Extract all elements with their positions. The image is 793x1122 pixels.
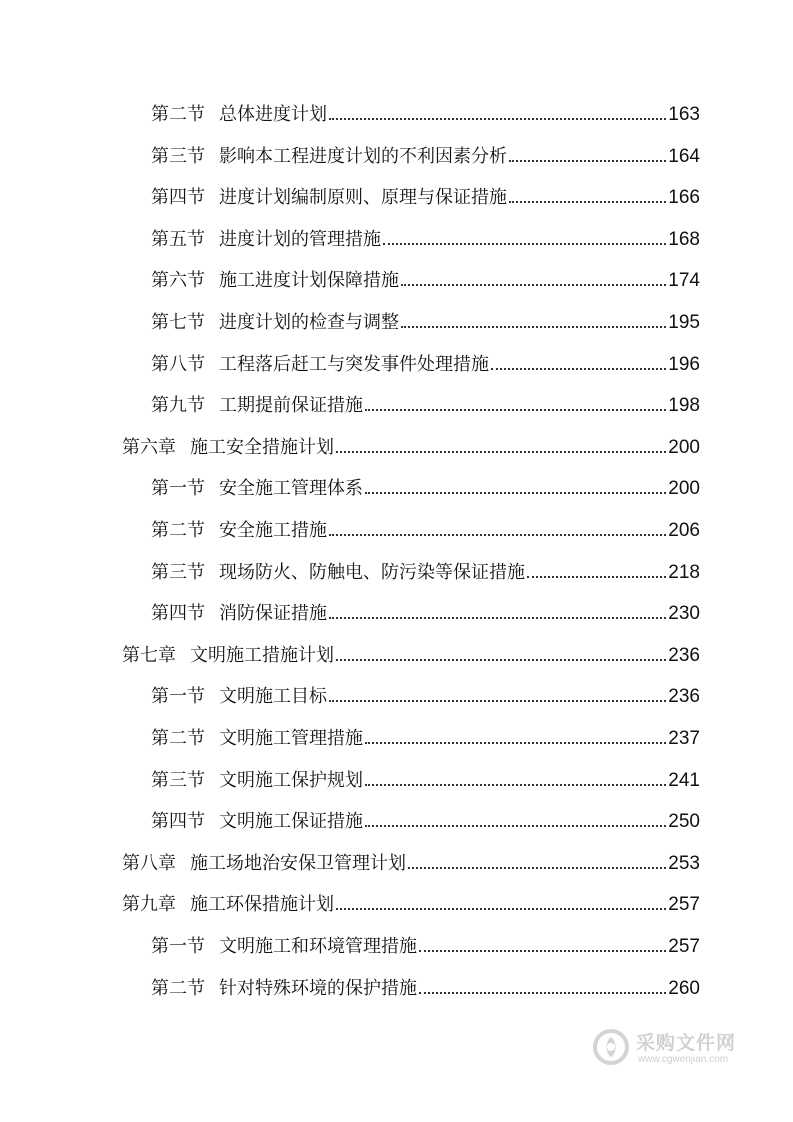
dot-leader (336, 659, 666, 661)
toc-entry-number: 第三节 (151, 770, 205, 791)
toc-entry-page-number: 195 (668, 312, 700, 333)
toc-entry-number: 第六章 (122, 437, 176, 458)
toc-entry-title: 文明施工保证措施 (219, 811, 363, 832)
toc-entry-section[interactable] (151, 221, 700, 251)
toc-entry-page-number: 200 (668, 478, 700, 499)
toc-entry-section[interactable] (151, 678, 700, 708)
toc-entry-section[interactable] (151, 803, 700, 833)
toc-entry-number: 第八节 (151, 354, 205, 375)
toc-entry-title: 安全施工措施 (219, 520, 327, 541)
dot-leader (365, 492, 666, 494)
toc-entry-number: 第二节 (151, 104, 205, 125)
toc-entry-page-number: 253 (668, 853, 700, 874)
toc-entry-number: 第二节 (151, 728, 205, 749)
toc-entry-section[interactable] (151, 346, 700, 376)
toc-entry-page-number: 196 (668, 354, 700, 375)
dot-leader (365, 742, 666, 744)
toc-entry-section[interactable] (151, 138, 700, 168)
dot-leader (329, 118, 666, 120)
toc-entry-title: 施工安全措施计划 (190, 437, 334, 458)
toc-entry-page-number: 237 (668, 728, 700, 749)
toc-entry-title: 文明施工措施计划 (190, 645, 334, 666)
toc-entry-page-number: 168 (668, 229, 700, 250)
toc-entry-page-number: 257 (668, 936, 700, 957)
toc-entry-section[interactable] (151, 470, 700, 500)
toc-entry-number: 第九节 (151, 395, 205, 416)
toc-entry-section[interactable] (151, 554, 700, 584)
toc-entry-page-number: 166 (668, 187, 700, 208)
toc-entry-page-number: 257 (668, 894, 700, 915)
toc-entry-title: 文明施工目标 (219, 686, 327, 707)
dot-leader (336, 451, 666, 453)
dot-leader (527, 576, 666, 578)
toc-entry-page-number: 236 (668, 686, 700, 707)
toc-entry-section[interactable] (151, 96, 700, 126)
toc-entry-number: 第五节 (151, 229, 205, 250)
toc-entry-title: 进度计划编制原则、原理与保证措施 (219, 187, 507, 208)
dot-leader (365, 784, 666, 786)
watermark-text: 采购文件网 (636, 1032, 737, 1054)
toc-entry-number: 第二节 (151, 520, 205, 541)
dot-leader (419, 992, 666, 994)
toc-entry-number: 第九章 (122, 894, 176, 915)
toc-entry-title: 施工环保措施计划 (190, 894, 334, 915)
toc-entry-section[interactable] (151, 387, 700, 417)
dot-leader (365, 825, 666, 827)
toc-entry-page-number: 250 (668, 811, 700, 832)
dot-leader (401, 284, 666, 286)
toc-entry-chapter[interactable] (122, 845, 700, 875)
toc-entry-number: 第六节 (151, 270, 205, 291)
dot-leader (509, 160, 666, 162)
toc-entry-section[interactable] (151, 720, 700, 750)
dot-leader (491, 368, 666, 370)
dot-leader (383, 243, 666, 245)
toc-entry-chapter[interactable] (122, 637, 700, 667)
toc-entry-title: 安全施工管理体系 (219, 478, 363, 499)
toc-entry-title: 消防保证措施 (219, 603, 327, 624)
toc-entry-number: 第七章 (122, 645, 176, 666)
toc-entry-number: 第二节 (151, 978, 205, 999)
toc-entry-page-number: 218 (668, 562, 700, 583)
toc-entry-title: 工程落后赶工与突发事件处理措施 (219, 354, 489, 375)
toc-entry-number: 第三节 (151, 146, 205, 167)
toc-entry-section[interactable] (151, 262, 700, 292)
toc-entry-section[interactable] (151, 179, 700, 209)
toc-entry-section[interactable] (151, 512, 700, 542)
dot-leader (408, 867, 666, 869)
toc-entry-number: 第七节 (151, 312, 205, 333)
dot-leader (336, 908, 666, 910)
toc-entry-title: 施工场地治安保卫管理计划 (190, 853, 406, 874)
logo-icon (592, 1028, 630, 1066)
dot-leader (329, 617, 666, 619)
watermark (592, 1026, 762, 1072)
toc-entry-title: 文明施工和环境管理措施 (219, 936, 417, 957)
toc-entry-title: 现场防火、防触电、防污染等保证措施 (219, 562, 525, 583)
toc-entry-number: 第八章 (122, 853, 176, 874)
toc-entry-section[interactable] (151, 762, 700, 792)
toc-entry-title: 总体进度计划 (219, 104, 327, 125)
toc-entry-section[interactable] (151, 970, 700, 1000)
dot-leader (365, 409, 666, 411)
toc-entry-page-number: 200 (668, 437, 700, 458)
toc-entry-title: 进度计划的检查与调整 (219, 312, 399, 333)
toc-entry-chapter[interactable] (122, 429, 700, 459)
toc-entry-title: 影响本工程进度计划的不利因素分析 (219, 146, 507, 167)
toc-entry-page-number: 236 (668, 645, 700, 666)
toc-entry-page-number: 164 (668, 146, 700, 167)
toc-entry-page-number: 241 (668, 770, 700, 791)
toc-entry-chapter[interactable] (122, 886, 700, 916)
toc-entry-page-number: 260 (668, 978, 700, 999)
toc-entry-number: 第四节 (151, 187, 205, 208)
toc-entry-page-number: 230 (668, 603, 700, 624)
toc-entry-title: 施工进度计划保障措施 (219, 270, 399, 291)
toc-entry-section[interactable] (151, 304, 700, 334)
toc-entry-page-number: 206 (668, 520, 700, 541)
toc-entry-title: 工期提前保证措施 (219, 395, 363, 416)
toc-entry-page-number: 198 (668, 395, 700, 416)
toc-entry-number: 第一节 (151, 936, 205, 957)
watermark-url: www.cgwenjian.com (638, 1054, 729, 1065)
toc-entry-number: 第四节 (151, 603, 205, 624)
toc-entry-number: 第三节 (151, 562, 205, 583)
dot-leader (419, 950, 666, 952)
toc-entry-title: 文明施工保护规划 (219, 770, 363, 791)
toc-entry-number: 第四节 (151, 811, 205, 832)
toc-entry-page-number: 163 (668, 104, 700, 125)
toc-entry-title: 文明施工管理措施 (219, 728, 363, 749)
toc-entry-section[interactable] (151, 928, 700, 958)
toc-entry-title: 针对特殊环境的保护措施 (219, 978, 417, 999)
toc-entry-page-number: 174 (668, 270, 700, 291)
toc-entry-number: 第一节 (151, 686, 205, 707)
toc-entry-title: 进度计划的管理措施 (219, 229, 381, 250)
dot-leader (509, 201, 666, 203)
toc-entry-number: 第一节 (151, 478, 205, 499)
toc-entry-section[interactable] (151, 595, 700, 625)
dot-leader (329, 534, 666, 536)
dot-leader (401, 326, 666, 328)
dot-leader (329, 700, 666, 702)
